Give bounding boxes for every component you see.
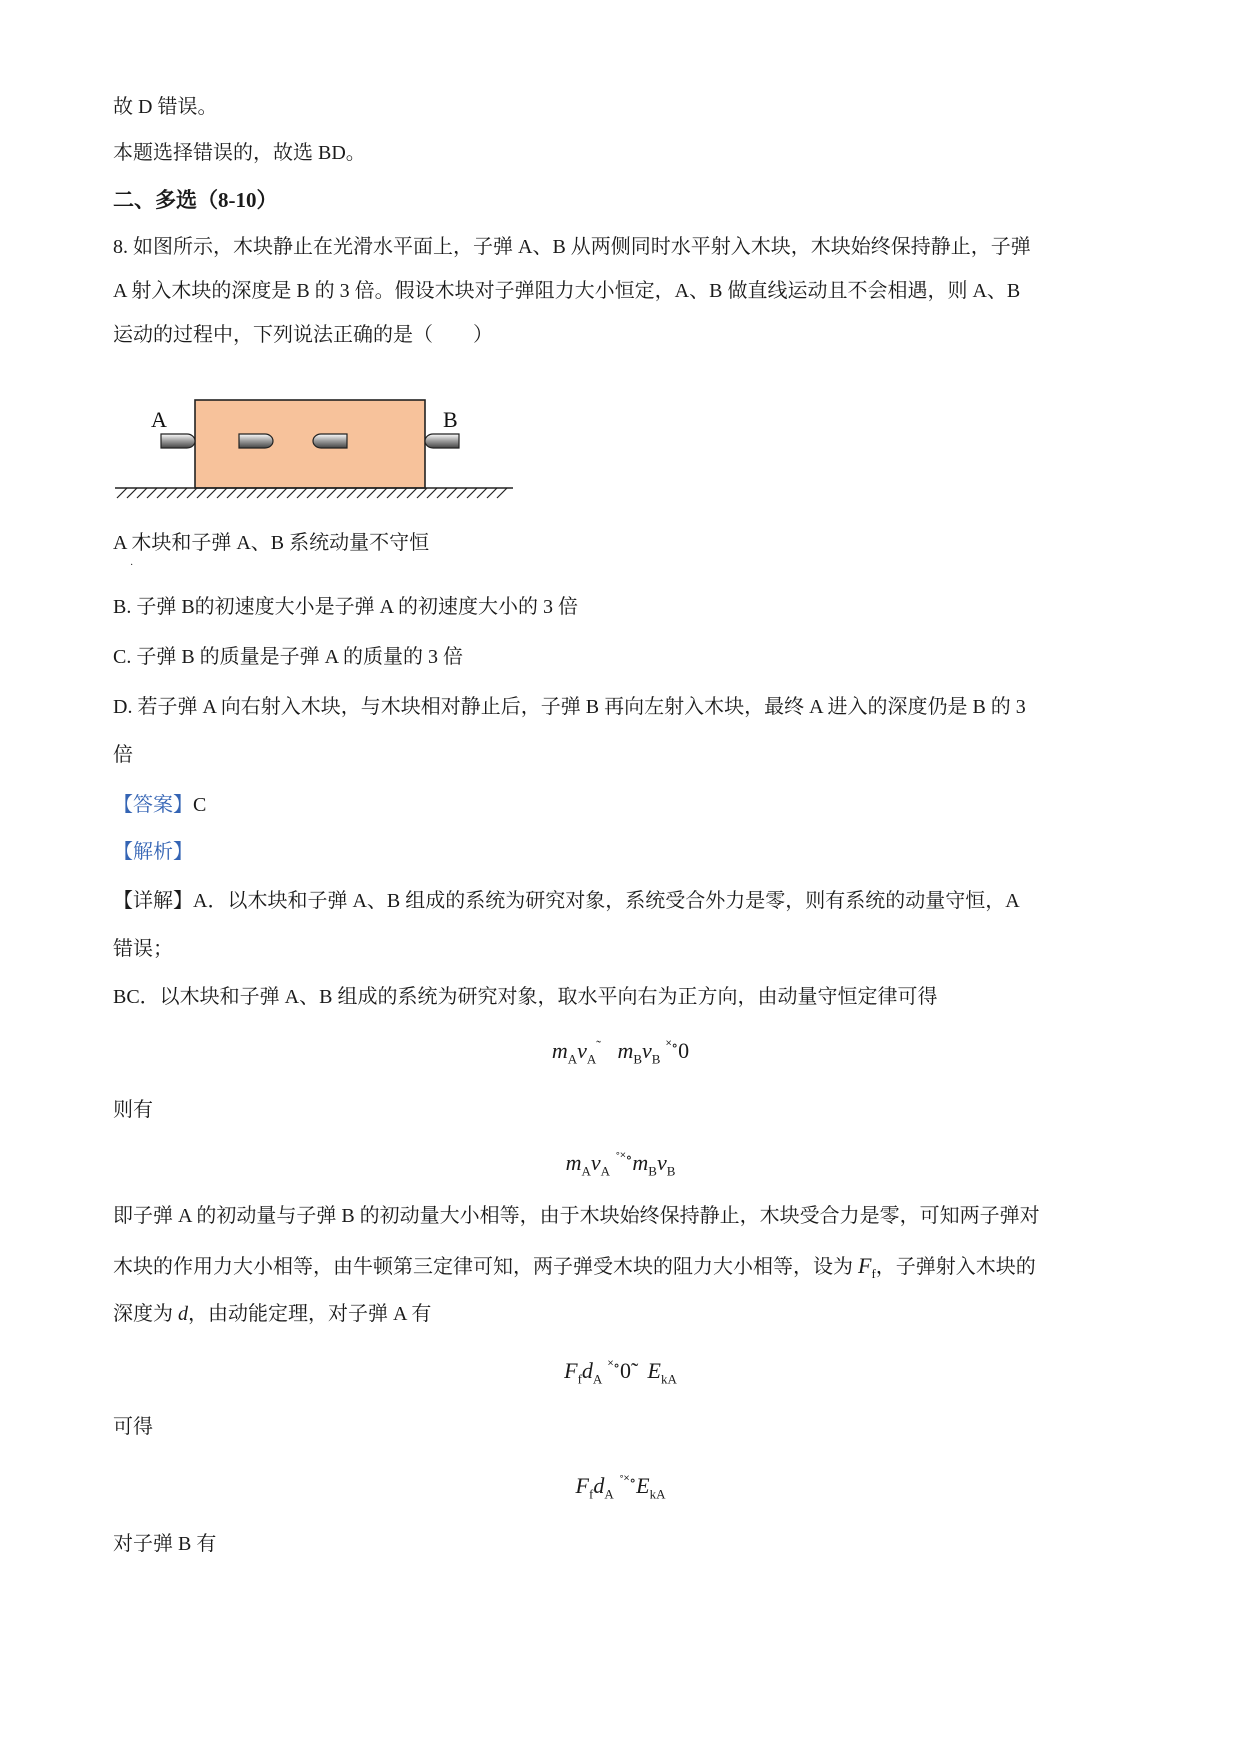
wood-block <box>195 400 425 488</box>
text-line: 深度为 d，由动能定理，对子弹 A 有 <box>113 1303 432 1325</box>
answer-line <box>113 795 206 815</box>
stray-dot: · <box>130 560 134 571</box>
label-b: B <box>443 407 458 432</box>
analysis-tag: 【解析】 <box>113 841 193 863</box>
bullet-b-inside <box>313 434 347 448</box>
equation-momentum: $m_Av_A^˜$ $m_Bv_B$ ˟∘0 <box>551 1038 690 1067</box>
text-line: 木块的作用力大小相等，由牛顿第三定律可知，两子弹受木块的阻力大小相等，设为 $F_f$，子弹射入木块的 <box>113 1253 1036 1281</box>
detail-line: 【详解】A．以木块和子弹 A、B 组成的系统为研究对象，系统受合外力是零，则有系统的动量守恒，A <box>113 890 1020 912</box>
answer-value: C <box>193 794 207 816</box>
ground-hatching <box>117 488 507 498</box>
text-line: 可得 <box>113 1416 153 1438</box>
option-d: D. 若子弹 A 向右射入木块，与木块相对静止后，子弹 B 再向左射入木块，最终 A 进入的深度仍是 B 的 3 <box>113 696 1026 718</box>
equation-energy-a: $F_fd_A$ ˟∘0̃ $E_{kA}$ <box>564 1358 677 1387</box>
bullet-a-outside <box>161 434 195 448</box>
detail-line: BC．以木块和子弹 A、B 组成的系统为研究对象，取水平向右为正方向，由动量守恒定律可得 <box>113 986 938 1008</box>
option-b: B. 子弹 B的初速度大小是子弹 A 的初速度大小的 3 倍 <box>113 596 579 618</box>
text-line: 对子弹 B 有 <box>113 1533 217 1555</box>
section-heading: 二、多选（8-10） <box>113 188 278 212</box>
answer-tag: 【答案】 <box>113 794 193 816</box>
detail-line: 错误； <box>113 938 173 960</box>
option-c: C. 子弹 B 的质量是子弹 A 的质量的 3 倍 <box>113 646 464 668</box>
text-line: 故 D 错误。 <box>113 96 218 118</box>
bullet-a-inside <box>239 434 273 448</box>
question-stem: 运动的过程中，下列说法正确的是（ ） <box>113 324 493 346</box>
option-a: A 木块和子弹 A、B 系统动量不守恒 <box>113 532 430 554</box>
text-line: 本题选择错误的，故选 BD。 <box>113 142 366 164</box>
equation-energy-result: $F_fd_A$ $^{˚˟\circ}E_{kA}$ <box>575 1473 666 1502</box>
question-stem: A 射入木块的深度是 B 的 3 倍。假设木块对子弹阻力大小恒定，A、B 做直线运动且不会相遇，则 A、B <box>113 280 1021 302</box>
text-line: 则有 <box>113 1099 153 1121</box>
text-line: 即子弹 A 的初动量与子弹 B 的初动量大小相等，由于木块始终保持静止，木块受合力是零，可知两子弹对 <box>113 1205 1040 1227</box>
bullet-b-outside <box>425 434 459 448</box>
block-bullet-figure <box>113 398 533 508</box>
option-d-cont: 倍 <box>113 744 133 766</box>
label-a: A <box>151 407 167 432</box>
equation-equal-momentum: $m_Av_A$ $^{˚˟\circ}m_Bv_B$ <box>565 1150 676 1179</box>
question-stem: 8. 如图所示，木块静止在光滑水平面上，子弹 A、B 从两侧同时水平射入木块，木块始终保持静止，子弹 <box>113 236 1031 258</box>
